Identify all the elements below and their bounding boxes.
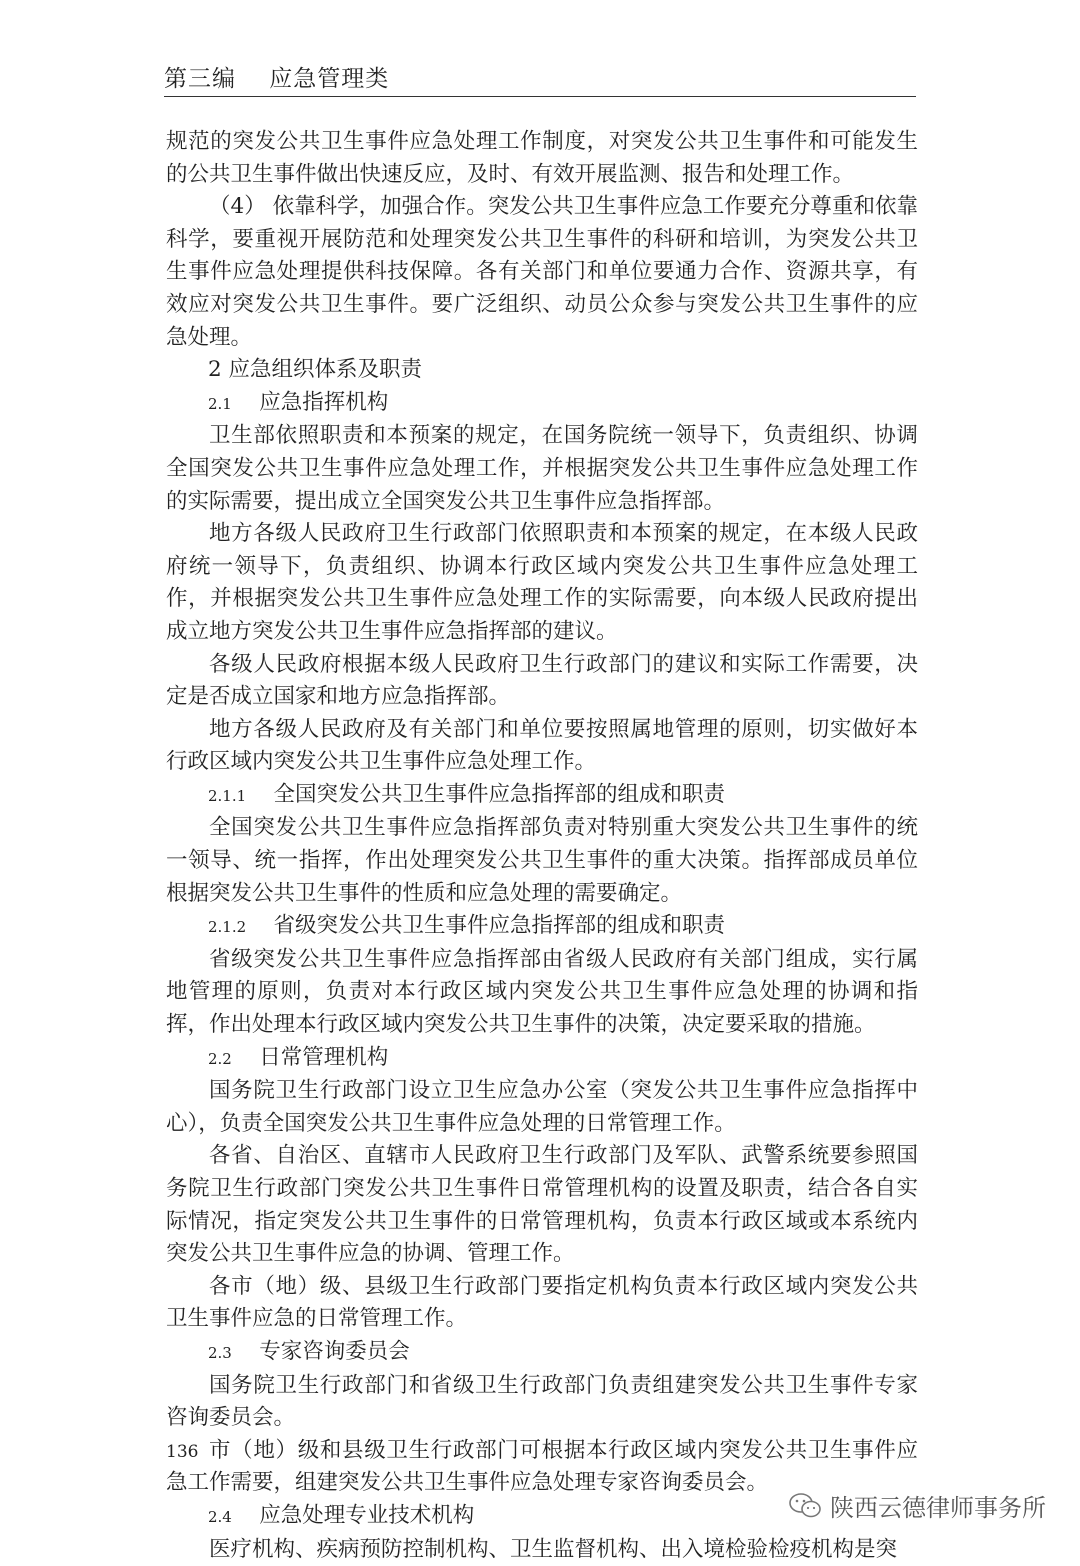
body-paragraph: 各级人民政府根据本级人民政府卫生行政部门的建议和实际工作需要，决定是否成立国家和地方应急指挥部。 [166, 651, 918, 710]
heading-number: 2.3 [208, 1343, 232, 1362]
body-paragraph: 市（地）级和县级卫生行政部门可根据本行政区域内突发公共卫生事件应急工作需要，组建突发公共卫生事件应急处理专家咨询委员会。 [166, 1437, 918, 1496]
heading-number: 2.2 [208, 1049, 232, 1068]
body-paragraph: 地方各级人民政府及有关部门和单位要按照属地管理的原则，切实做好本行政区域内突发公共卫生事件应急处理工作。 [166, 716, 918, 775]
page-number: 136 [166, 1442, 199, 1462]
header-title: 第三编 应急管理类 [164, 66, 390, 92]
heading-number: 2.1.2 [208, 918, 247, 937]
subsubsection-heading [166, 910, 918, 944]
heading-text: 全国突发公共卫生事件应急指挥部的组成和职责 [273, 781, 726, 807]
heading-number: 2.1.1 [208, 786, 247, 805]
body-paragraph: 卫生部依照职责和本预案的规定，在国务院统一领导下，负责组织、协调全国突发公共卫生事件应急处理工作，并根据突发公共卫生事件应急处理工作的实际需要，提出成立全国突发公共卫生事件应急指挥部。 [166, 423, 918, 514]
body-paragraph: （4） 依靠科学，加强合作。突发公共卫生事件应急工作要充分尊重和依靠科学，要重视开展防范和处理突发公共卫生事件的科研和培训，为突发公共卫生事件应急处理提供科技保障。各有关部门和单位要通力合作、资源共享，有效应对突发公共卫生事件。要广泛组织、动员公众参与突发公共卫生事件的应急处理。 [166, 194, 918, 350]
document-body [166, 126, 918, 1566]
body-paragraph: 地方各级人民政府卫生行政部门依照职责和本预案的规定，在本级人民政府统一领导下，负责组织、协调本行政区域内突发公共卫生事件应急处理工作，并根据突发公共卫生事件应急处理工作的实际需要，向本级人民政府提出成立地方突发公共卫生事件应急指挥部的建议。 [166, 521, 918, 644]
heading-text: 应急指挥机构 [259, 389, 389, 415]
subsubsection-heading [166, 779, 918, 813]
body-paragraph: 省级突发公共卫生事件应急指挥部由省级人民政府有关部门组成，实行属地管理的原则，负责对本行政区域内突发公共卫生事件应急处理的协调和指挥，作出处理本行政区域内突发公共卫生事件的决策，决定要采取的措施。 [166, 946, 918, 1038]
wechat-icon [788, 1492, 822, 1520]
body-paragraph: 全国突发公共卫生事件应急指挥部负责对特别重大突发公共卫生事件的统一领导、统一指挥，作出处理突发公共卫生事件的重大决策。指挥部成员单位根据突发公共卫生事件的性质和应急处理的需要确定。 [166, 815, 918, 906]
heading-text: 日常管理机构 [259, 1044, 389, 1070]
body-paragraph: 国务院卫生行政部门设立卫生应急办公室（突发公共卫生事件应急指挥中心），负责全国突发公共卫生事件应急处理的日常管理工作。 [166, 1078, 918, 1136]
body-paragraph: 国务院卫生行政部门和省级卫生行政部门负责组建突发公共卫生事件专家咨询委员会。 [166, 1372, 918, 1431]
heading-number: 2.1 [208, 394, 232, 413]
heading-text: 专家咨询委员会 [259, 1338, 410, 1364]
body-paragraph: 各省、自治区、直辖市人民政府卫生行政部门及军队、武警系统要参照国务院卫生行政部门突发公共卫生事件日常管理机构的设置及职责，结合各自实际情况，指定突发公共卫生事件的日常管理机构，负责本行政区域或本系统内突发公共卫生事件应急的协调、管理工作。 [166, 1143, 918, 1267]
body-paragraph: 各市（地）级、县级卫生行政部门要指定机构负责本行政区域内突发公共卫生事件应急的日常管理工作。 [166, 1273, 918, 1332]
subsection-heading [166, 1336, 918, 1370]
page-header [164, 62, 916, 97]
body-paragraph: 规范的突发公共卫生事件应急处理工作制度，对突发公共卫生事件和可能发生的公共卫生事件做出快速反应，及时、有效开展监测、报告和处理工作。 [166, 129, 918, 187]
heading-text: 省级突发公共卫生事件应急指挥部的组成和职责 [273, 913, 726, 939]
heading-text: 应急处理专业技术机构 [259, 1502, 475, 1528]
subsection-heading [166, 1042, 918, 1076]
subsection-heading [166, 387, 918, 421]
watermark-text: 陕西云德律师事务所 [830, 1494, 1046, 1522]
body-paragraph: 医疗机构、疾病预防控制机构、卫生监督机构、出入境检验检疫机构是突 [209, 1536, 898, 1562]
watermark [788, 1488, 1046, 1523]
section-heading: 2 应急组织体系及职责 [208, 357, 423, 383]
heading-number: 2.4 [208, 1507, 232, 1526]
